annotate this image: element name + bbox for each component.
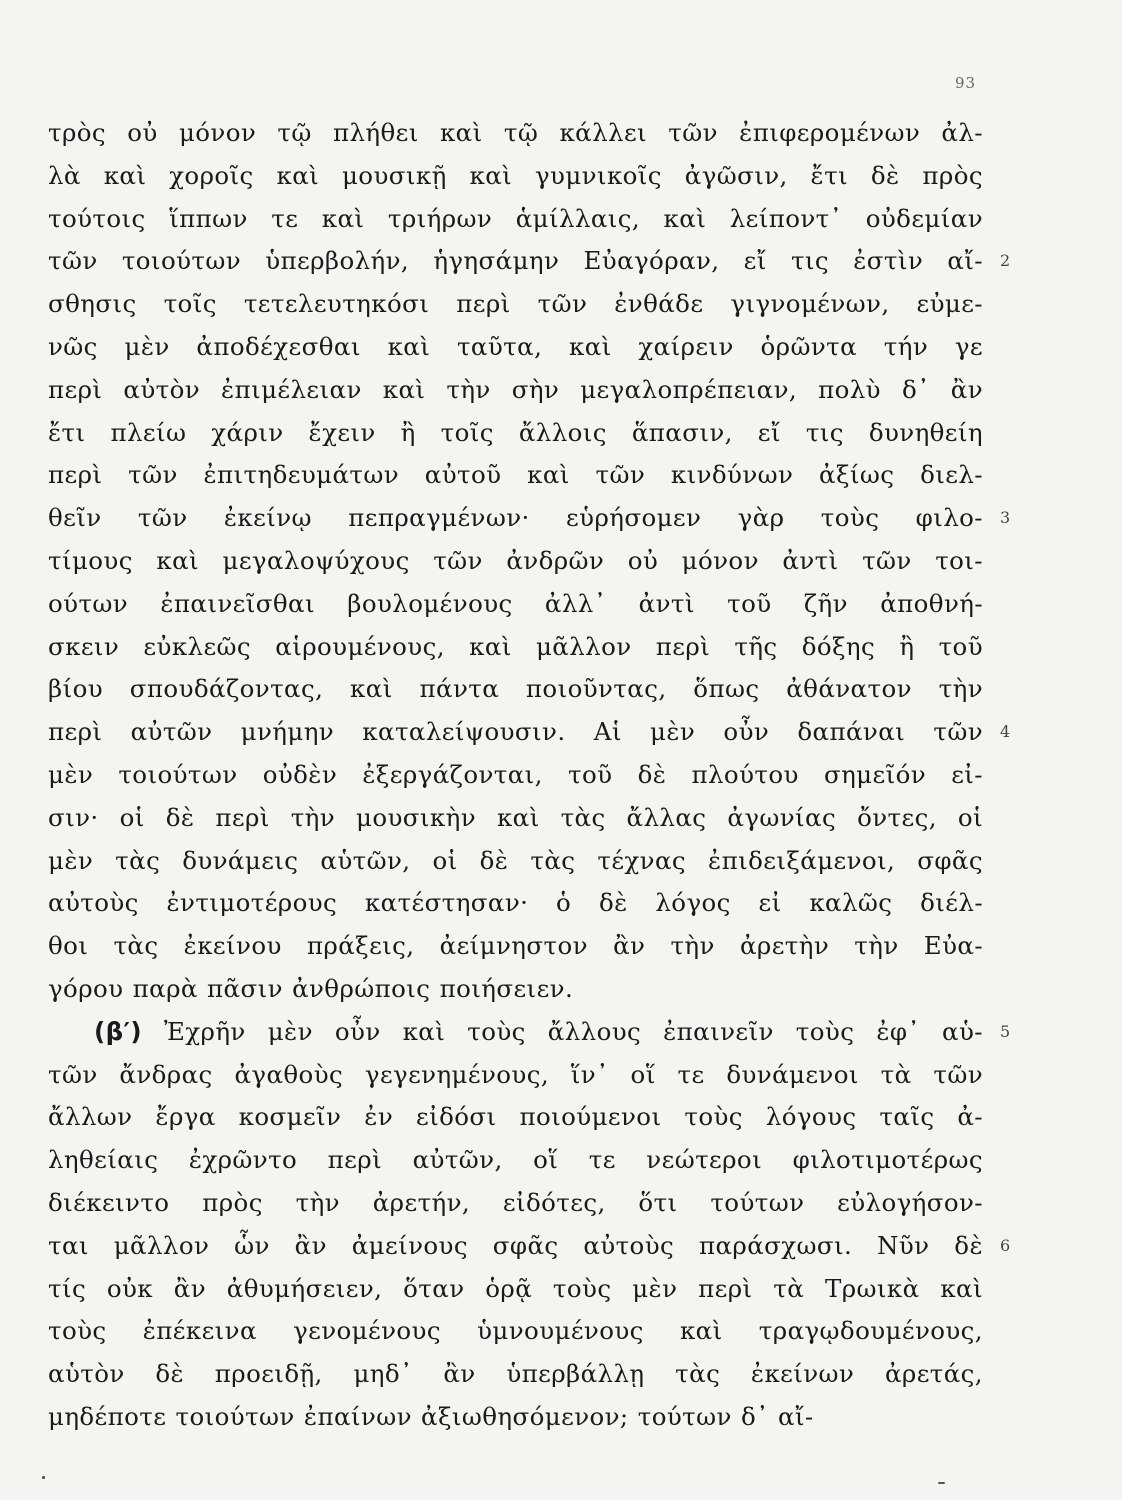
text-line-content: μὲν τὰς δυνάμεις αὑτῶν, οἱ δὲ τὰς τέχνας ἐπιδειξάμενοι, σφᾶς (48, 845, 983, 875)
text-line (48, 668, 983, 711)
text-line-content: σθησις τοῖς τετελευτηκόσι περὶ τῶν ἐνθάδε γιγνομένων, εὐμε- (48, 289, 983, 319)
text-line-content: μὲν τοιούτων οὐδὲν ἐξεργάζονται, τοῦ δὲ πλούτου σημεῖόν εἰ- (48, 759, 983, 789)
text-line-content: τῶν τοιούτων ὑπερβολήν, ἡγησάμην Εὐαγόραν, εἴ τις ἐστὶν αἴ- (48, 246, 983, 276)
text-line (48, 882, 983, 925)
section-marker: (β′) (94, 1016, 142, 1046)
text-line-content: περὶ τῶν ἐπιτηδευμάτων αὐτοῦ καὶ τῶν κινδύνων ἀξίως διελ- (48, 460, 983, 490)
text-line (48, 968, 983, 1011)
text-line (48, 155, 983, 198)
text-line (48, 1268, 983, 1311)
text-line-content: τούτοις ἵππων τε καὶ τριήρων ἁμίλλαις, καὶ λείποντ᾽ οὐδεμίαν (48, 203, 983, 233)
text-line-content: θοι τὰς ἐκείνου πράξεις, ἀείμνηστον ἂν τὴν ἀρετὴν τὴν Εὐα- (48, 931, 983, 961)
text-line (48, 240, 983, 283)
page-number: 93 (955, 74, 977, 92)
text-line-content: λὰ καὶ χοροῖς καὶ μουσικῇ καὶ γυμνικοῖς ἀγῶσιν, ἔτι δὲ πρὸς (48, 160, 983, 190)
text-line-content: τίμους καὶ μεγαλοψύχους τῶν ἀνδρῶν οὐ μόνον ἀντὶ τῶν τοι- (48, 545, 983, 575)
text-line-content: τῶν ἄνδρας ἀγαθοὺς γεγενημένους, ἵν᾽ οἵ τε δυνάμενοι τὰ τῶν (48, 1059, 983, 1089)
scan-speck (938, 1482, 945, 1484)
text-line (48, 1011, 983, 1054)
text-line-content: τίς οὐκ ἂν ἀθυμήσειεν, ὅταν ὁρᾷ τοὺς μὲν περὶ τὰ Τρωικὰ καὶ (48, 1273, 983, 1303)
text-line-content: νῶς μὲν ἀποδέχεσθαι καὶ ταῦτα, καὶ χαίρειν ὁρῶντα τήν γε (48, 331, 983, 361)
text-line (48, 369, 983, 412)
text-line-content: περὶ αὐτὸν ἐπιμέλειαν καὶ τὴν σὴν μεγαλοπρέπειαν, πολὺ δ᾽ ἂν (48, 374, 983, 404)
text-line-content: ἄλλων ἔργα κοσμεῖν ἐν εἰδόσι ποιούμενοι τοὺς λόγους ταῖς ἀ- (48, 1102, 983, 1132)
margin-number: 2 (1000, 251, 1011, 271)
text-line-content: σιν· οἱ δὲ περὶ τὴν μουσικὴν καὶ τὰς ἄλλας ἀγωνίας ὄντες, οἱ (48, 802, 983, 832)
text-line-content: τρὸς οὐ μόνον τῷ πλήθει καὶ τῷ κάλλει τῶν ἐπιφερομένων ἀλ- (48, 118, 983, 147)
text-line (48, 797, 983, 840)
text-line (48, 412, 983, 455)
text-line-content: βίου σπουδάζοντας, καὶ πάντα ποιοῦντας, ὅπως ἀθάνατον τὴν (48, 674, 983, 704)
text-line (48, 1054, 983, 1097)
text-line-content: αὐτοὺς ἐντιμοτέρους κατέστησαν· ὁ δὲ λόγος εἰ καλῶς διέλ- (48, 888, 983, 918)
text-line (48, 925, 983, 968)
text-line-content: Ἐχρῆν μὲν οὖν καὶ τοὺς ἄλλους ἐπαινεῖν τοὺς ἐφ᾽ αὑ- (164, 1016, 983, 1046)
text-line-content: ούτων ἐπαινεῖσθαι βουλομένους ἀλλ᾽ ἀντὶ τοῦ ζῆν ἀποθνή- (48, 588, 983, 618)
text-line (48, 626, 983, 669)
text-line (48, 754, 983, 797)
text-line-content: αὑτὸν δὲ προειδῇ, μηδ᾽ ἂν ὑπερβάλλῃ τὰς ἐκείνων ἀρετάς, (48, 1359, 983, 1389)
text-line (48, 540, 983, 583)
text-line-content: σκειν εὐκλεῶς αἱρουμένους, καὶ μᾶλλον περὶ τῆς δόξης ἢ τοῦ (48, 631, 983, 661)
text-line-content: ἔτι πλείω χάριν ἔχειν ἢ τοῖς ἄλλοις ἅπασιν, εἴ τις δυνηθείη (48, 417, 983, 447)
text-line (48, 283, 983, 326)
text-line (48, 1096, 983, 1139)
text-line-content: διέκειντο πρὸς τὴν ἀρετήν, εἰδότες, ὅτι τούτων εὐλογήσον- (48, 1187, 983, 1217)
text-line-content: τοὺς ἐπέκεινα γενομένους ὑμνουμένους καὶ τραγῳδουμένους, (48, 1316, 983, 1346)
text-line (48, 1396, 983, 1439)
text-line (48, 326, 983, 369)
text-line (48, 1353, 983, 1396)
margin-number: 6 (1000, 1235, 1011, 1255)
text-line (48, 1182, 983, 1225)
text-line (48, 454, 983, 497)
text-line (48, 840, 983, 883)
margin-number: 3 (1000, 508, 1011, 528)
text-line (48, 1310, 983, 1353)
text-line (48, 1225, 983, 1268)
text-line (48, 112, 983, 155)
text-line (48, 583, 983, 626)
text-line-content: θεῖν τῶν ἐκείνῳ πεπραγμένων· εὑρήσομεν γὰρ τοὺς φιλο- (48, 503, 983, 533)
text-line (48, 1139, 983, 1182)
text-line-content: ται μᾶλλον ὧν ἂν ἀμείνους σφᾶς αὐτοὺς παράσχωσι. Νῦν δὲ (48, 1230, 983, 1260)
margin-number: 5 (1000, 1021, 1011, 1041)
text-line (48, 198, 983, 241)
text-line (48, 711, 983, 754)
text-line-content: ληθείαις ἐχρῶντο περὶ αὐτῶν, οἵ τε νεώτεροι φιλοτιμοτέρως (48, 1145, 983, 1175)
text-line-content: μηδέποτε τοιούτων ἐπαίνων ἀξιωθησόμενον; τούτων δ᾽ αἴ- (48, 1401, 814, 1431)
margin-number: 4 (1000, 722, 1011, 742)
text-line-content: γόρου παρὰ πᾶσιν ἀνθρώποις ποιήσειεν. (48, 973, 574, 1003)
text-line (48, 497, 983, 540)
text-line-content: περὶ αὐτῶν μνήμην καταλείψουσιν. Αἱ μὲν οὖν δαπάναι τῶν (48, 717, 983, 747)
greek-text-block (48, 112, 983, 1439)
scan-speck (42, 1476, 45, 1479)
